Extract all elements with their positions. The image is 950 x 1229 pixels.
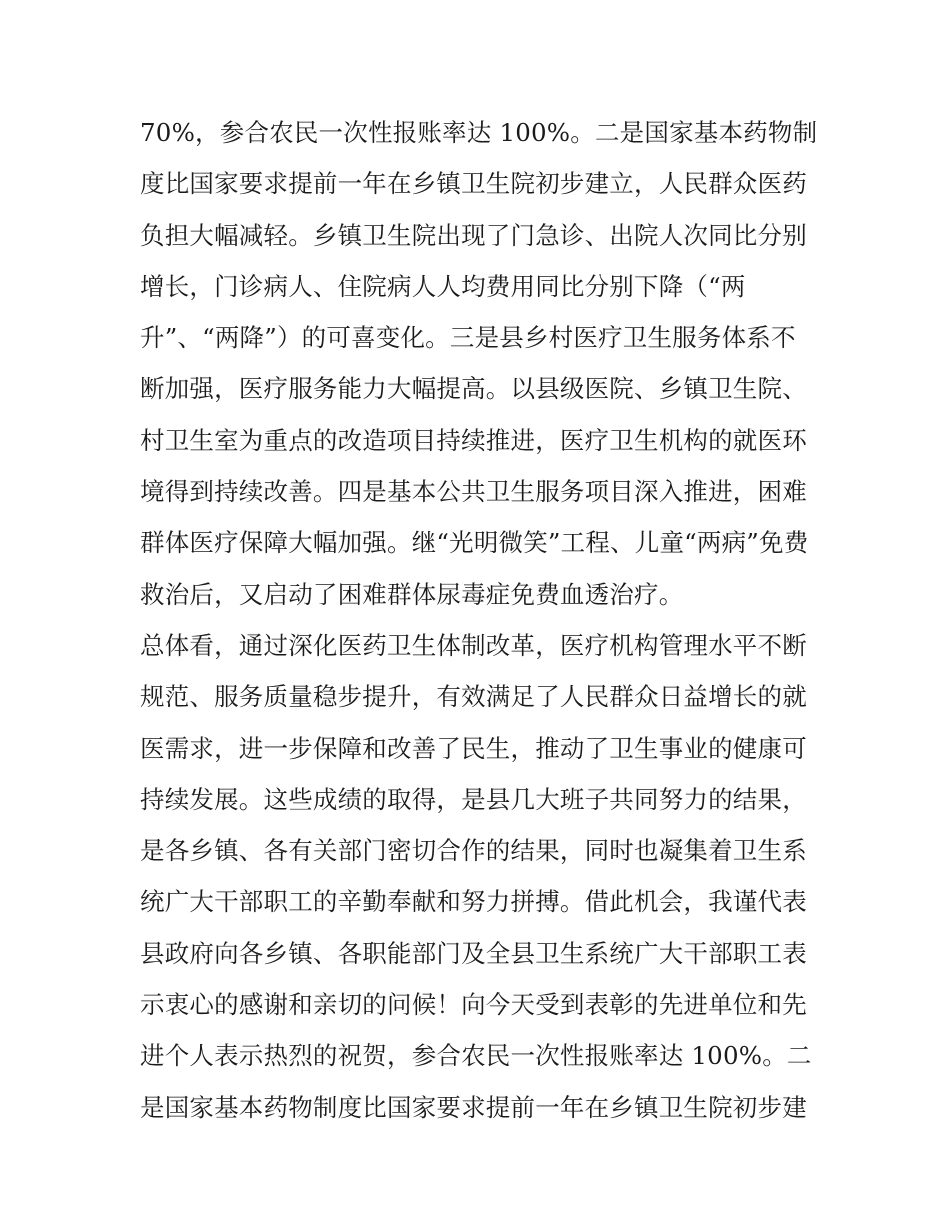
text-line: 救治后，又启动了困难群体尿毒症免费血透治疗。: [140, 579, 684, 609]
text-line: 度比国家要求提前一年在乡镇卫生院初步建立，人民群众医药: [140, 169, 807, 199]
text-line: 村卫生室为重点的改造项目持续推进，医疗卫生机构的就医环: [140, 425, 807, 455]
text-line: 规范、服务质量稳步提升，有效满足了人民群众日益增长的就: [140, 682, 807, 712]
text-line: 示衷心的感谢和亲切的问候！向今天受到表彰的先进单位和先: [140, 990, 807, 1020]
body-text: [140, 107, 820, 1133]
text-line: 70%，参合农民一次性报账率达 100%。二是国家基本药物制: [140, 118, 818, 147]
text-line: 持续发展。这些成绩的取得，是县几大班子共同努力的结果，: [140, 784, 807, 814]
text-line: 进个人表示热烈的祝贺，参合农民一次性报账率达 100%。二: [140, 1041, 812, 1071]
text-line: 升”、“两降”）的可喜变化。三是县乡村医疗卫生服务体系不: [140, 323, 796, 353]
text-line: 医需求，进一步保障和改善了民生，推动了卫生事业的健康可: [140, 733, 807, 763]
text-line: 断加强，医疗服务能力大幅提高。以县级医院、乡镇卫生院、: [140, 374, 807, 404]
text-line: 群体医疗保障大幅加强。继“光明微笑”工程、儿童“两病”免费: [140, 528, 809, 558]
text-line: 是国家基本药物制度比国家要求提前一年在乡镇卫生院初步建: [140, 1092, 807, 1122]
text-line: 县政府向各乡镇、各职能部门及全县卫生系统广大干部职工表: [140, 938, 807, 968]
text-line: 增长，门诊病人、住院病人人均费用同比分别下降（“两: [140, 271, 746, 301]
text-line: 总体看，通过深化医药卫生体制改革，医疗机构管理水平不断: [140, 630, 807, 660]
text-line: 是各乡镇、各有关部门密切合作的结果，同时也凝集着卫生系: [140, 836, 807, 866]
text-line: 统广大干部职工的辛勤奉献和努力拼搏。借此机会，我谨代表: [140, 887, 807, 917]
text-line: 境得到持续改善。四是基本公共卫生服务项目深入推进，困难: [140, 477, 807, 507]
text-line: 负担大幅减轻。乡镇卫生院出现了门急诊、出院人次同比分别: [140, 220, 807, 250]
